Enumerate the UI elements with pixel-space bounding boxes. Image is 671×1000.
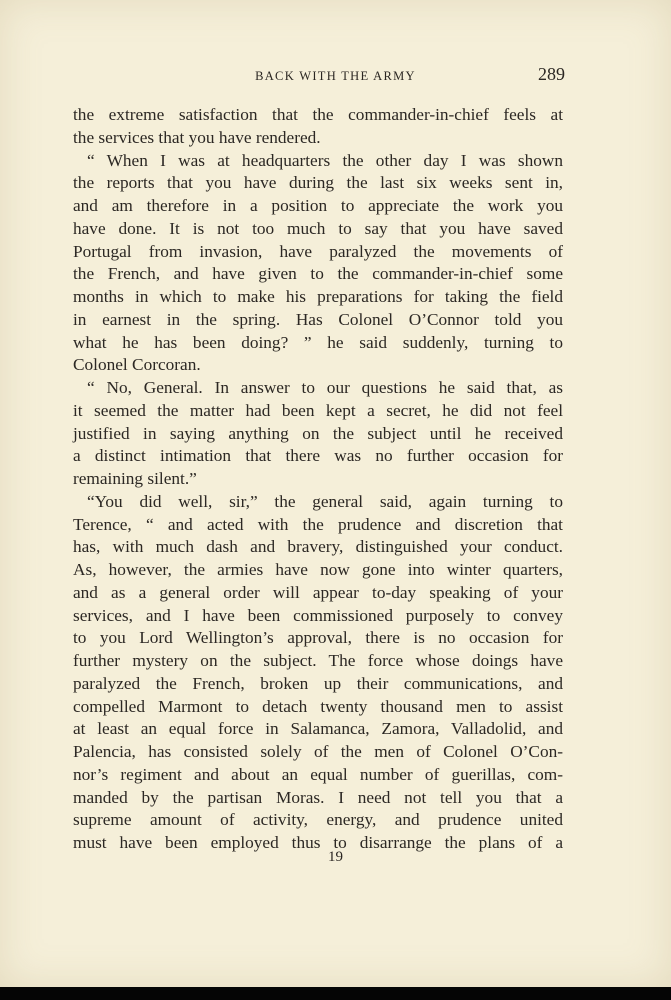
text-line: it seemed the matter had been kept a secret, he did not feel (73, 400, 563, 420)
text-line: have done. It is not too much to say that you have saved (73, 218, 563, 238)
text-line: in earnest in the spring. Has Colonel O’Connor told you (73, 309, 563, 329)
text-line: at least an equal force in Salamanca, Zamora, Valladolid, and (73, 719, 563, 739)
text-line: “You did well, sir,” the general said, again turning to (87, 491, 563, 511)
text-line: paralyzed the French, broken up their communications, and (73, 673, 563, 693)
text-line: the French, and have given to the commander-in-chief some (73, 264, 563, 284)
text-line: what he has been doing? ” he said suddenly, turning to (73, 332, 563, 352)
text-line: must have been employed thus to disarrange the plans of a (73, 833, 563, 852)
text-line: a distinct intimation that there was no further occasion for (73, 446, 563, 466)
text-line: As, however, the armies have now gone into winter quarters, (73, 560, 563, 579)
scan-edge (0, 987, 671, 1000)
text-line: the extreme satisfaction that the commander-in-chief feels at (73, 105, 563, 124)
text-line: Palencia, has consisted solely of the men of Colonel O’Con- (73, 742, 563, 761)
signature-mark: 19 (328, 849, 343, 865)
text-line: and am therefore in a position to appreciate the work you (73, 196, 563, 215)
text-line: manded by the partisan Moras. I need not tell you that a (73, 787, 563, 807)
text-line: further mystery on the subject. The force whose doings have (73, 651, 563, 670)
text-line: justified in saying anything on the subject until he received (73, 423, 563, 443)
text-line: months in which to make his preparations for taking the field (73, 287, 563, 306)
text-line: the services that you have rendered. (73, 127, 321, 147)
page-number: 289 (538, 64, 565, 84)
text-line: has, with much dash and bravery, distinguished your conduct. (73, 537, 563, 557)
text-line: nor’s regiment and about an equal number of guerillas, com- (73, 764, 563, 784)
text-line: Terence, “ and acted with the prudence and discretion that (73, 514, 563, 534)
text-line: the reports that you have during the last six weeks sent in, (73, 173, 563, 193)
running-header: BACK WITH THE ARMY (255, 69, 416, 83)
body-text (73, 104, 563, 855)
text-line: and as a general order will appear to-day speaking of your (73, 582, 563, 602)
text-line: Colonel Corcoran. (73, 355, 201, 375)
text-line: “ No, General. In answer to our questions he said that, as (87, 378, 563, 397)
text-line: supreme amount of activity, energy, and prudence united (73, 810, 563, 830)
text-line: remaining silent.” (73, 469, 197, 488)
text-line: services, and I have been commissioned purposely to convey (73, 605, 563, 625)
text-line: to you Lord Wellington’s approval, there is no occasion for (73, 628, 563, 648)
text-line: compelled Marmont to detach twenty thousand men to assist (73, 696, 563, 716)
text-line: “ When I was at headquarters the other day I was shown (87, 150, 563, 170)
text-line: Portugal from invasion, have paralyzed the movements of (73, 241, 563, 261)
